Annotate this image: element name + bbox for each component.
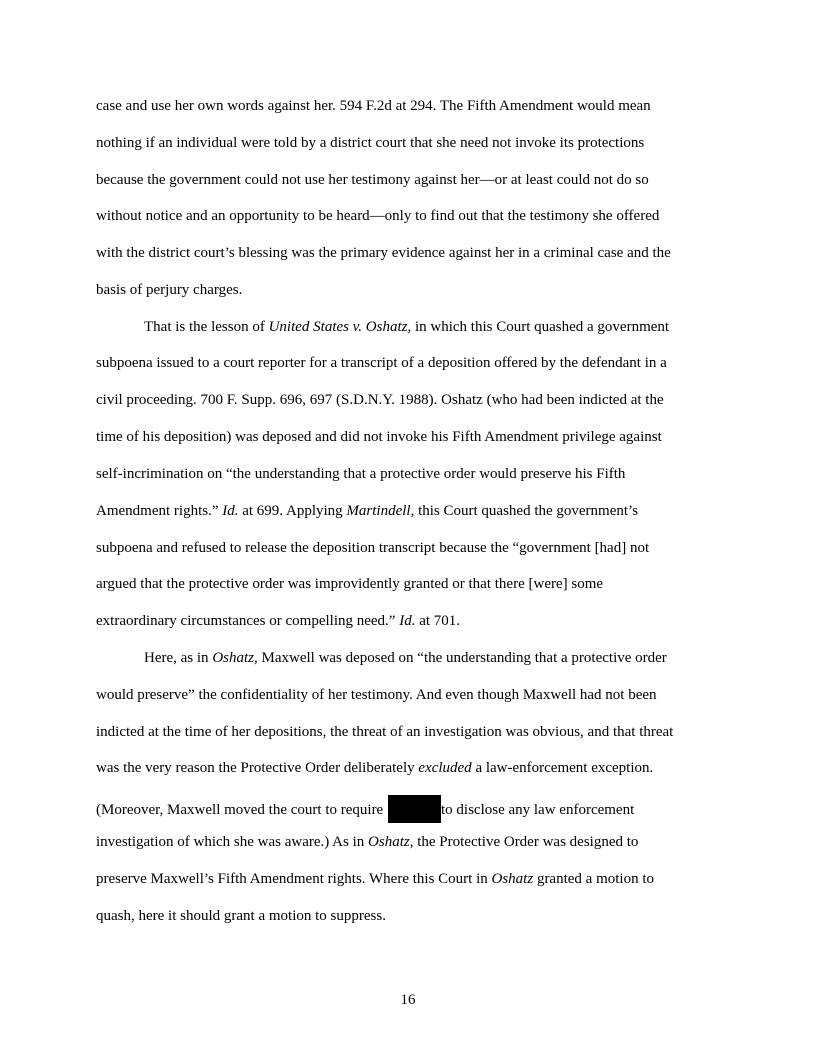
text-run: a law-enforcement exception.	[471, 760, 654, 776]
emphasis: excluded	[418, 760, 472, 776]
text-line: nothing if an individual were told by a district court that she need not invoke its protections	[96, 135, 645, 151]
text-run: investigation of which she was aware.) As in	[96, 834, 369, 850]
text-run: , Maxwell was deposed on “the understanding that a protective order	[254, 650, 667, 666]
text-line	[96, 869, 654, 889]
case-name: Martindell	[346, 503, 411, 519]
text-run: That is the lesson of	[144, 319, 269, 335]
text-line: with the district court’s blessing was the primary evidence against her in a criminal case and the	[96, 245, 671, 261]
text-line: because the government could not use her testimony against her—or at least could not do so	[96, 172, 649, 188]
text-run: at 699. Applying	[238, 503, 347, 519]
text-run: preserve Maxwell’s Fifth Amendment rights. Where this Court in	[96, 871, 492, 887]
text-line: basis of perjury charges.	[96, 282, 243, 298]
text-line: argued that the protective order was improvidently granted or that there [were] some	[96, 576, 604, 592]
text-run: , in which this Court quashed a government	[407, 319, 670, 335]
text-run: to disclose any law enforcement	[440, 802, 635, 818]
text-line: subpoena issued to a court reporter for a transcript of a deposition offered by the defendant in a	[96, 355, 667, 371]
redaction-box	[388, 795, 441, 823]
text-run: , the Protective Order was designed to	[409, 834, 639, 850]
text-line	[96, 501, 638, 521]
text-line: time of his deposition) was deposed and did not invoke his Fifth Amendment privilege against	[96, 429, 662, 445]
text-run: Amendment rights.”	[96, 503, 223, 519]
page-number: 16	[400, 992, 416, 1008]
case-name: Oshatz	[368, 834, 410, 850]
text-line: indicted at the time of her depositions, the threat of an investigation was obvious, and that threat	[96, 724, 674, 740]
text-run: extraordinary circumstances or compelling need.”	[96, 613, 400, 629]
text-line: civil proceeding. 700 F. Supp. 696, 697 (S.D.N.Y. 1988). Oshatz (who had been indicted at the	[96, 392, 664, 408]
citation-signal: Id.	[399, 613, 416, 629]
text-line	[144, 648, 667, 668]
case-name: United States v. Oshatz	[268, 319, 408, 335]
case-name: Oshatz	[491, 871, 534, 887]
text-run: at 701.	[415, 613, 461, 629]
text-line: case and use her own words against her. 594 F.2d at 294. The Fifth Amendment would mean	[96, 98, 651, 114]
text-run: granted a motion to	[533, 871, 654, 887]
citation-signal: Id.	[222, 503, 239, 519]
text-run: (Moreover, Maxwell moved the court to require	[96, 802, 387, 818]
text-line	[96, 832, 638, 852]
text-line: quash, here it should grant a motion to suppress.	[96, 908, 386, 924]
text-line: would preserve” the confidentiality of her testimony. And even though Maxwell had not been	[96, 687, 657, 703]
text-run: , this Court quashed the government’s	[410, 503, 639, 519]
case-name: Oshatz	[212, 650, 254, 666]
text-line: subpoena and refused to release the deposition transcript because the “government [had] not	[96, 540, 650, 556]
text-line	[96, 611, 460, 631]
text-line	[96, 758, 653, 778]
text-line	[144, 317, 669, 337]
text-line: self-incrimination on “the understanding that a protective order would preserve his Fifth	[96, 466, 626, 482]
text-line	[96, 795, 634, 823]
text-run: Here, as in	[144, 650, 213, 666]
text-line: without notice and an opportunity to be heard—only to find out that the testimony she offered	[96, 208, 660, 224]
text-run: was the very reason the Protective Order deliberately	[96, 760, 419, 776]
